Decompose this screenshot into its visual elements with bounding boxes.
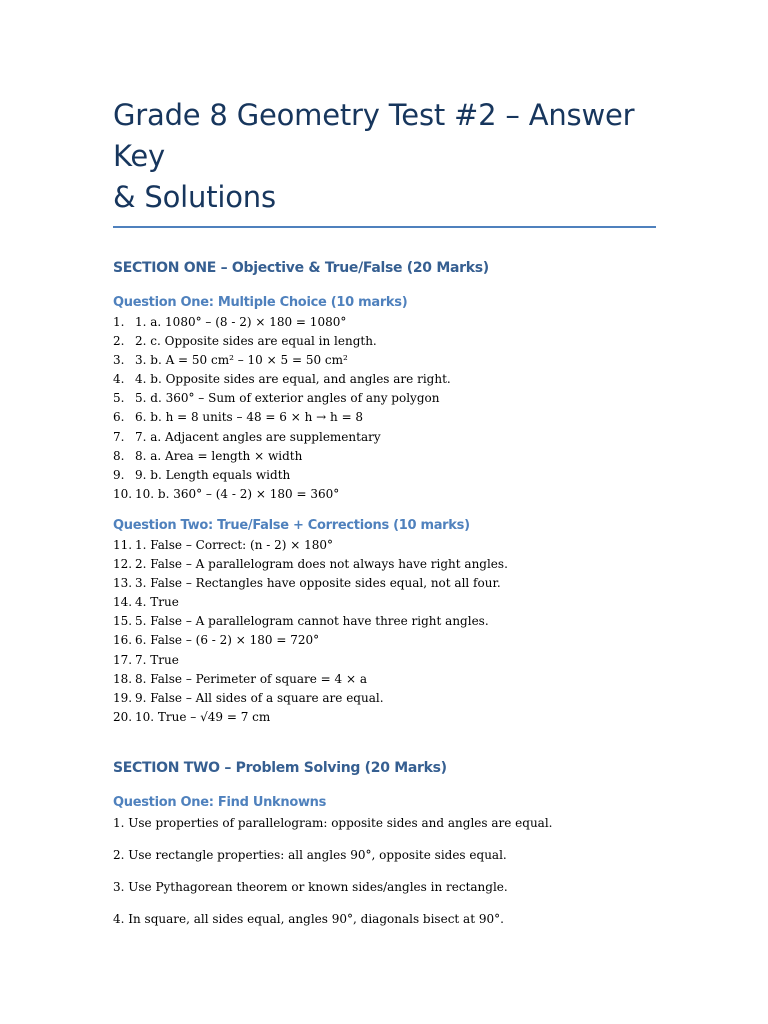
- item-number: 4.: [113, 372, 125, 387]
- list-item: [113, 631, 656, 650]
- item-text: 3. False – Rectangles have opposite sides equal, not all four.: [135, 576, 501, 591]
- section-one-q1-heading: Question One: Multiple Choice (10 marks): [113, 295, 408, 310]
- true-false-list: [113, 536, 656, 727]
- paragraph: 2. Use rectangle properties: all angles 90°, opposite sides equal.: [113, 847, 507, 862]
- item-number: 2.: [113, 334, 125, 349]
- list-item: [113, 651, 656, 670]
- list-item: [113, 485, 656, 504]
- paragraph: 1. Use properties of parallelogram: opposite sides and angles are equal.: [113, 815, 553, 830]
- item-text: 2. False – A parallelogram does not always have right angles.: [135, 557, 508, 572]
- list-item: [113, 466, 656, 485]
- item-number: 8.: [113, 448, 125, 463]
- item-number: 9.: [113, 467, 125, 482]
- item-number: 6.: [113, 410, 125, 425]
- list-item: [113, 536, 656, 555]
- item-number: 5.: [113, 391, 125, 406]
- item-text: 10. b. 360° – (4 - 2) × 180 = 360°: [135, 486, 340, 501]
- list-item: [113, 313, 656, 332]
- item-text: 9. b. Length equals width: [135, 467, 291, 482]
- list-item: [113, 708, 656, 727]
- item-text: 10. True – √49 = 7 cm: [135, 709, 271, 724]
- item-number: 19.: [113, 690, 133, 705]
- list-item: [113, 689, 656, 708]
- section-two-q1-heading: Question One: Find Unknowns: [113, 794, 327, 810]
- item-number: 14.: [113, 595, 133, 610]
- item-text: 6. False – (6 - 2) × 180 = 720°: [135, 633, 320, 648]
- section-one-heading: SECTION ONE – Objective & True/False (20 Marks): [113, 260, 489, 276]
- item-number: 20.: [113, 709, 133, 724]
- paragraph: 3. Use Pythagorean theorem or known sides/angles in rectangle.: [113, 879, 508, 894]
- item-number: 10.: [113, 486, 133, 501]
- item-text: 9. False – All sides of a square are equal.: [135, 690, 384, 705]
- item-number: 12.: [113, 557, 133, 572]
- item-text: 4. True: [135, 595, 179, 610]
- section-one-q2-heading: Question Two: True/False + Corrections (10 marks): [113, 517, 470, 533]
- item-number: 15.: [113, 614, 133, 629]
- list-item: [113, 612, 656, 631]
- item-number: 13.: [113, 576, 133, 591]
- item-number: 11.: [113, 537, 133, 552]
- list-item: [113, 574, 656, 593]
- list-item: [113, 670, 656, 689]
- document-title: [113, 0, 656, 218]
- list-item: [113, 428, 656, 447]
- list-item: [113, 370, 656, 389]
- list-item: [113, 389, 656, 408]
- item-text: 5. d. 360° – Sum of exterior angles of any polygon: [135, 391, 440, 406]
- item-text: 8. a. Area = length × width: [135, 448, 303, 463]
- item-text: 1. False – Correct: (n - 2) × 180°: [135, 537, 334, 552]
- item-number: 16.: [113, 633, 133, 648]
- item-text: 4. b. Opposite sides are equal, and angles are right.: [135, 372, 451, 387]
- section-two-heading: SECTION TWO – Problem Solving (20 Marks): [113, 759, 447, 776]
- item-number: 3.: [113, 353, 125, 368]
- list-item: [113, 332, 656, 351]
- item-text: 3. b. A = 50 cm² – 10 × 5 = 50 cm²: [135, 353, 348, 368]
- item-text: 8. False – Perimeter of square = 4 × a: [135, 671, 368, 686]
- list-item: [113, 593, 656, 612]
- item-text: 7. a. Adjacent angles are supplementary: [135, 429, 381, 444]
- list-item: [113, 447, 656, 466]
- list-item: [113, 555, 656, 574]
- item-number: 7.: [113, 429, 125, 444]
- item-text: 6. b. h = 8 units – 48 = 6 × h → h = 8: [135, 410, 364, 425]
- title-underline: [113, 226, 656, 228]
- paragraph: 4. In square, all sides equal, angles 90°, diagonals bisect at 90°.: [113, 911, 504, 926]
- title-line-2: & Solutions: [113, 180, 276, 214]
- list-item: [113, 351, 656, 370]
- document-page: [113, 0, 656, 928]
- title-line-1: Grade 8 Geometry Test #2 – Answer Key: [113, 98, 635, 173]
- item-text: 1. a. 1080° – (8 - 2) × 180 = 1080°: [135, 315, 347, 329]
- list-item: [113, 408, 656, 427]
- item-text: 5. False – A parallelogram cannot have three right angles.: [135, 614, 489, 629]
- multiple-choice-list: [113, 313, 656, 504]
- item-number: 1.: [113, 315, 125, 329]
- item-text: 7. True: [135, 652, 179, 667]
- item-number: 18.: [113, 671, 133, 686]
- item-text: 2. c. Opposite sides are equal in length.: [135, 334, 377, 349]
- item-number: 17.: [113, 652, 133, 667]
